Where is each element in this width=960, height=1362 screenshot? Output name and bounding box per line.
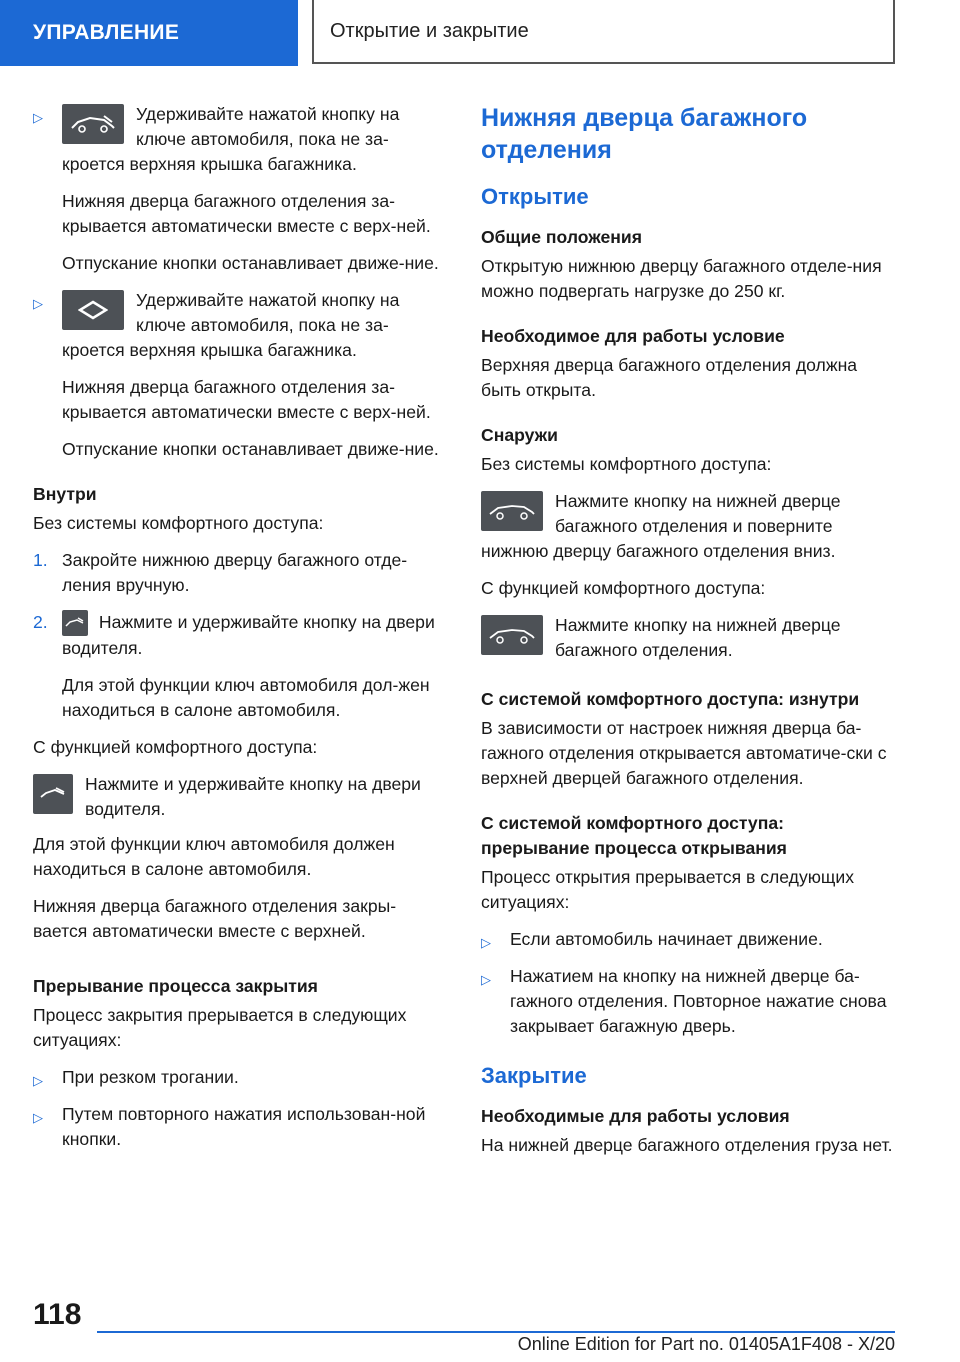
triangle-bullet-icon: ▷ bbox=[481, 935, 491, 950]
section-tab: УПРАВЛЕНИЕ bbox=[0, 0, 298, 66]
paragraph: Для этой функции ключ автомобиля должен находиться в салоне автомобиля. bbox=[33, 834, 395, 880]
list-item bbox=[33, 1102, 449, 1152]
instruction-text: Нажмите кнопку на нижней дверце багажного отделения и поверните нижнюю дверцу багажного отделения вниз. bbox=[481, 491, 841, 561]
triangle-bullet-icon: ▷ bbox=[33, 1110, 43, 1126]
page-number: 118 bbox=[33, 1298, 82, 1331]
list-item bbox=[481, 964, 895, 1039]
paragraph: Верхняя дверца багажного отделения должна быть открыта. bbox=[481, 355, 858, 400]
paragraph: Отпускание кнопки останавливает движе-ние. bbox=[62, 439, 439, 459]
paragraph: Для этой функции ключ автомобиля дол-жен находиться в салоне автомобиля. bbox=[62, 675, 430, 721]
triangle-bullet-icon: ▷ bbox=[33, 110, 43, 125]
paragraph: С функцией комфортного доступа: bbox=[481, 578, 766, 598]
list-item-text: Нажатием на кнопку на нижней дверце ба-гажного отделения. Повторное нажатие снова закрывает багажную дверь. bbox=[510, 966, 887, 1036]
instruction-text: Удерживайте нажатой кнопку на ключе автомобиля, пока не за-кроется верхняя крышка багажника. bbox=[62, 290, 400, 360]
paragraph: Процесс закрытия прерывается в следующих ситуациях: bbox=[33, 1005, 407, 1051]
triangle-bullet-icon: ▷ bbox=[481, 972, 491, 987]
step-number: 2. bbox=[33, 612, 48, 632]
paragraph: В зависимости от настроек нижняя дверца ба-гажного отделения открывается автоматиче-ски с верхней дверцей багажного отделения. bbox=[481, 718, 887, 788]
footer-divider bbox=[97, 1331, 895, 1333]
list-item-text: Если автомобиль начинает движение. bbox=[510, 929, 823, 949]
list-item bbox=[481, 927, 895, 952]
paragraph: Процесс открытия прерывается в следующих ситуациях: bbox=[481, 867, 855, 912]
section-title: Нижняя дверца багажного отделения bbox=[481, 104, 808, 164]
left-column bbox=[33, 102, 449, 1164]
instruction-text: Удерживайте нажатой кнопку на ключе автомобиля, пока не за-кроется верхняя крышка багажника. bbox=[62, 104, 400, 174]
car-side-icon bbox=[481, 615, 543, 655]
paragraph: Нижняя дверца багажного отделения закры-вается автоматически вместе с верхней. bbox=[33, 896, 397, 942]
paragraph: Отпускание кнопки останавливает движе-ние. bbox=[62, 253, 439, 273]
page-header bbox=[0, 0, 960, 66]
paragraph: Открытую нижнюю дверцу багажного отделе-ния можно подвергать нагрузке до 250 кг. bbox=[481, 256, 882, 301]
paragraph: Без системы комфортного доступа: bbox=[481, 454, 772, 474]
paragraph: С функцией комфортного доступа: bbox=[33, 737, 318, 758]
chapter-title: Открытие и закрытие bbox=[312, 0, 895, 64]
subheading: Снаружи bbox=[481, 425, 558, 445]
triangle-bullet-icon: ▷ bbox=[33, 296, 43, 311]
list-item bbox=[33, 288, 449, 363]
paragraph: Нижняя дверца багажного отделения за-крывается автоматически вместе с верх-ней. bbox=[62, 191, 431, 236]
subheading: С системой комфортного доступа: изнутри bbox=[481, 689, 860, 709]
tailgate-button-icon bbox=[33, 774, 73, 814]
step-text: Закройте нижнюю дверцу багажного отде-ления вручную. bbox=[62, 550, 408, 595]
list-item bbox=[33, 1065, 449, 1090]
list-item bbox=[33, 102, 449, 177]
car-side-icon bbox=[481, 491, 543, 531]
numbered-step bbox=[33, 548, 449, 598]
paragraph: Без системы комфортного доступа: bbox=[33, 513, 324, 533]
car-trunk-icon bbox=[62, 104, 124, 144]
instruction-text: Нажмите и удерживайте кнопку на двери водителя. bbox=[85, 774, 421, 820]
instruction-text: Нажмите кнопку на нижней дверце багажного отделения. bbox=[555, 615, 841, 660]
subheading: Внутри bbox=[33, 484, 97, 504]
list-item-text: При резком трогании. bbox=[62, 1067, 239, 1088]
paragraph: Нижняя дверца багажного отделения за-крывается автоматически вместе с верх-ней. bbox=[62, 377, 431, 422]
paragraph: На нижней дверце багажного отделения груза нет. bbox=[481, 1135, 893, 1155]
subheading: Прерывание процесса закрытия bbox=[33, 976, 318, 997]
subheading: С системой комфортного доступа: прерывание процесса открывания bbox=[481, 813, 787, 858]
subsection-title: Открытие bbox=[481, 184, 589, 209]
right-column bbox=[481, 102, 895, 1170]
subsection-title: Закрытие bbox=[481, 1063, 587, 1088]
footer-edition: Online Edition for Part no. 01405A1F408 - X/20 bbox=[517, 1334, 895, 1354]
step-text: Нажмите и удерживайте кнопку на двери водителя. bbox=[62, 612, 435, 659]
step-number: 1. bbox=[33, 550, 48, 570]
triangle-bullet-icon: ▷ bbox=[33, 1073, 43, 1089]
diamond-icon bbox=[62, 290, 124, 330]
subheading: Необходимое для работы условие bbox=[481, 326, 785, 346]
tailgate-button-icon bbox=[62, 610, 88, 636]
list-item-text: Путем повторного нажатия использован-ной кнопки. bbox=[62, 1104, 426, 1150]
subheading: Необходимые для работы условия bbox=[481, 1106, 790, 1126]
subheading: Общие положения bbox=[481, 227, 643, 247]
numbered-step bbox=[33, 610, 449, 661]
